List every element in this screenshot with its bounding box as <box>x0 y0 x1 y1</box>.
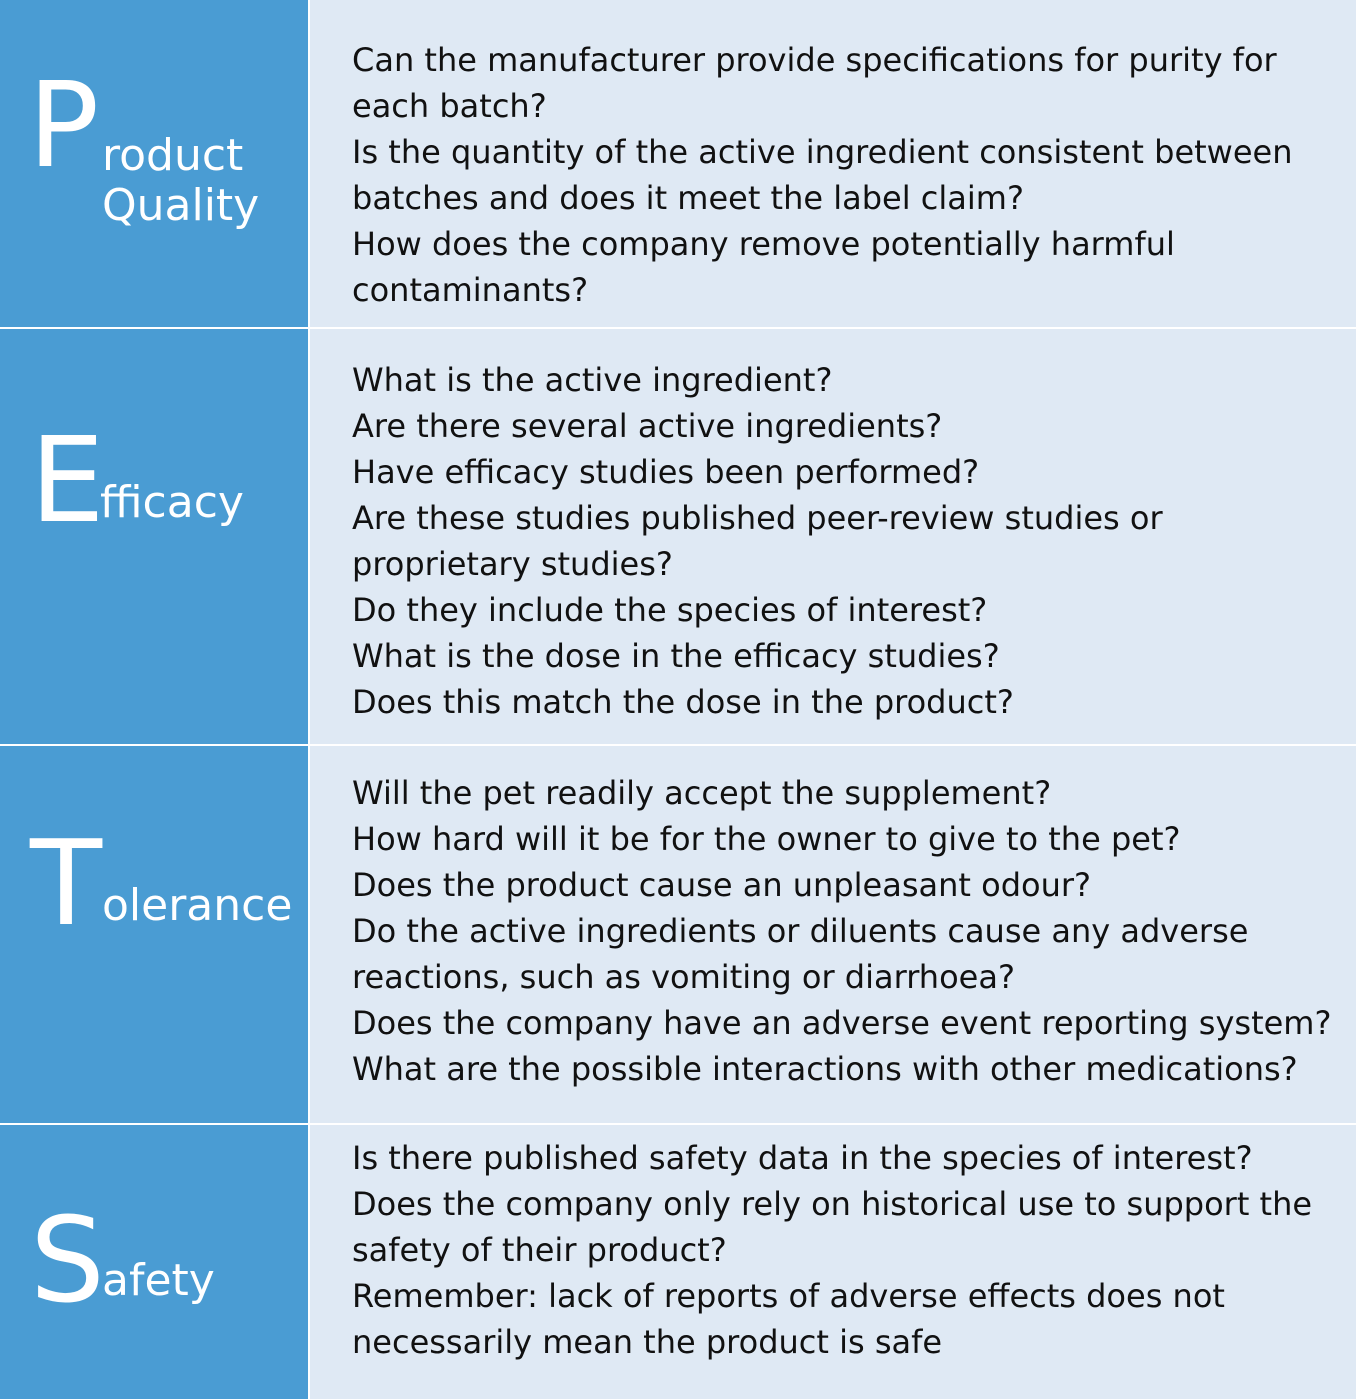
heading-cell-efficacy <box>0 329 308 744</box>
question-line: Is there published safety data in the species of interest? <box>352 1139 1253 1177</box>
heading-rest-line-2: Quality <box>102 180 260 231</box>
question-line: Do they include the species of interest? <box>352 591 988 629</box>
question-line: proprietary studies? <box>352 545 673 583</box>
heading-initial: T <box>30 814 101 952</box>
heading-cell-tolerance <box>0 746 308 1123</box>
row-tolerance <box>0 746 1358 1123</box>
question-line: Are there several active ingredients? <box>352 407 943 445</box>
question-line: How does the company remove potentially harmful <box>352 225 1175 263</box>
heading-initial: E <box>30 411 103 549</box>
question-line: contaminants? <box>352 271 589 309</box>
question-line: Does this match the dose in the product? <box>352 683 1014 721</box>
heading-rest-line-1: afety <box>102 1255 215 1306</box>
heading-initial: P <box>28 56 98 194</box>
questions-efficacy <box>352 357 1338 725</box>
question-line: Does the company only rely on historical use to support the <box>352 1185 1313 1223</box>
heading-rest-line-1: fficacy <box>100 477 244 528</box>
question-line: reactions, such as vomiting or diarrhoea? <box>352 958 1015 996</box>
question-line: What is the active ingredient? <box>352 361 833 399</box>
heading-cell-safety <box>0 1125 308 1399</box>
question-line: each batch? <box>352 87 547 125</box>
heading-initial: S <box>30 1191 103 1329</box>
heading-rest-line-1: roduct <box>102 130 244 181</box>
heading-rest-line-1: olerance <box>102 880 293 931</box>
question-line: How hard will it be for the owner to give to the pet? <box>352 820 1181 858</box>
question-line: batches and does it meet the label claim? <box>352 179 1024 217</box>
question-line: What is the dose in the efficacy studies? <box>352 637 1000 675</box>
question-line: Will the pet readily accept the supplement? <box>352 774 1052 812</box>
question-line: Can the manufacturer provide specifications for purity for <box>352 41 1277 79</box>
row-product-quality <box>0 0 1358 327</box>
question-line: safety of their product? <box>352 1231 727 1269</box>
question-line: Remember: lack of reports of adverse effects does not <box>352 1277 1225 1315</box>
question-line: What are the possible interactions with other medications? <box>352 1050 1298 1088</box>
heading-cell-product-quality <box>0 0 308 327</box>
question-line: Does the product cause an unpleasant odour? <box>352 866 1091 904</box>
question-line: Does the company have an adverse event reporting system? <box>352 1004 1332 1042</box>
row-efficacy <box>0 329 1358 744</box>
row-safety <box>0 1125 1358 1399</box>
question-line: Have efficacy studies been performed? <box>352 453 980 491</box>
questions-product-quality <box>352 37 1338 313</box>
questions-safety <box>352 1135 1338 1365</box>
question-line: Are these studies published peer-review studies or <box>352 499 1163 537</box>
question-line: necessarily mean the product is safe <box>352 1323 943 1361</box>
question-line: Do the active ingredients or diluents cause any adverse <box>352 912 1249 950</box>
question-line: Is the quantity of the active ingredient consistent between <box>352 133 1293 171</box>
questions-tolerance <box>352 770 1338 1092</box>
